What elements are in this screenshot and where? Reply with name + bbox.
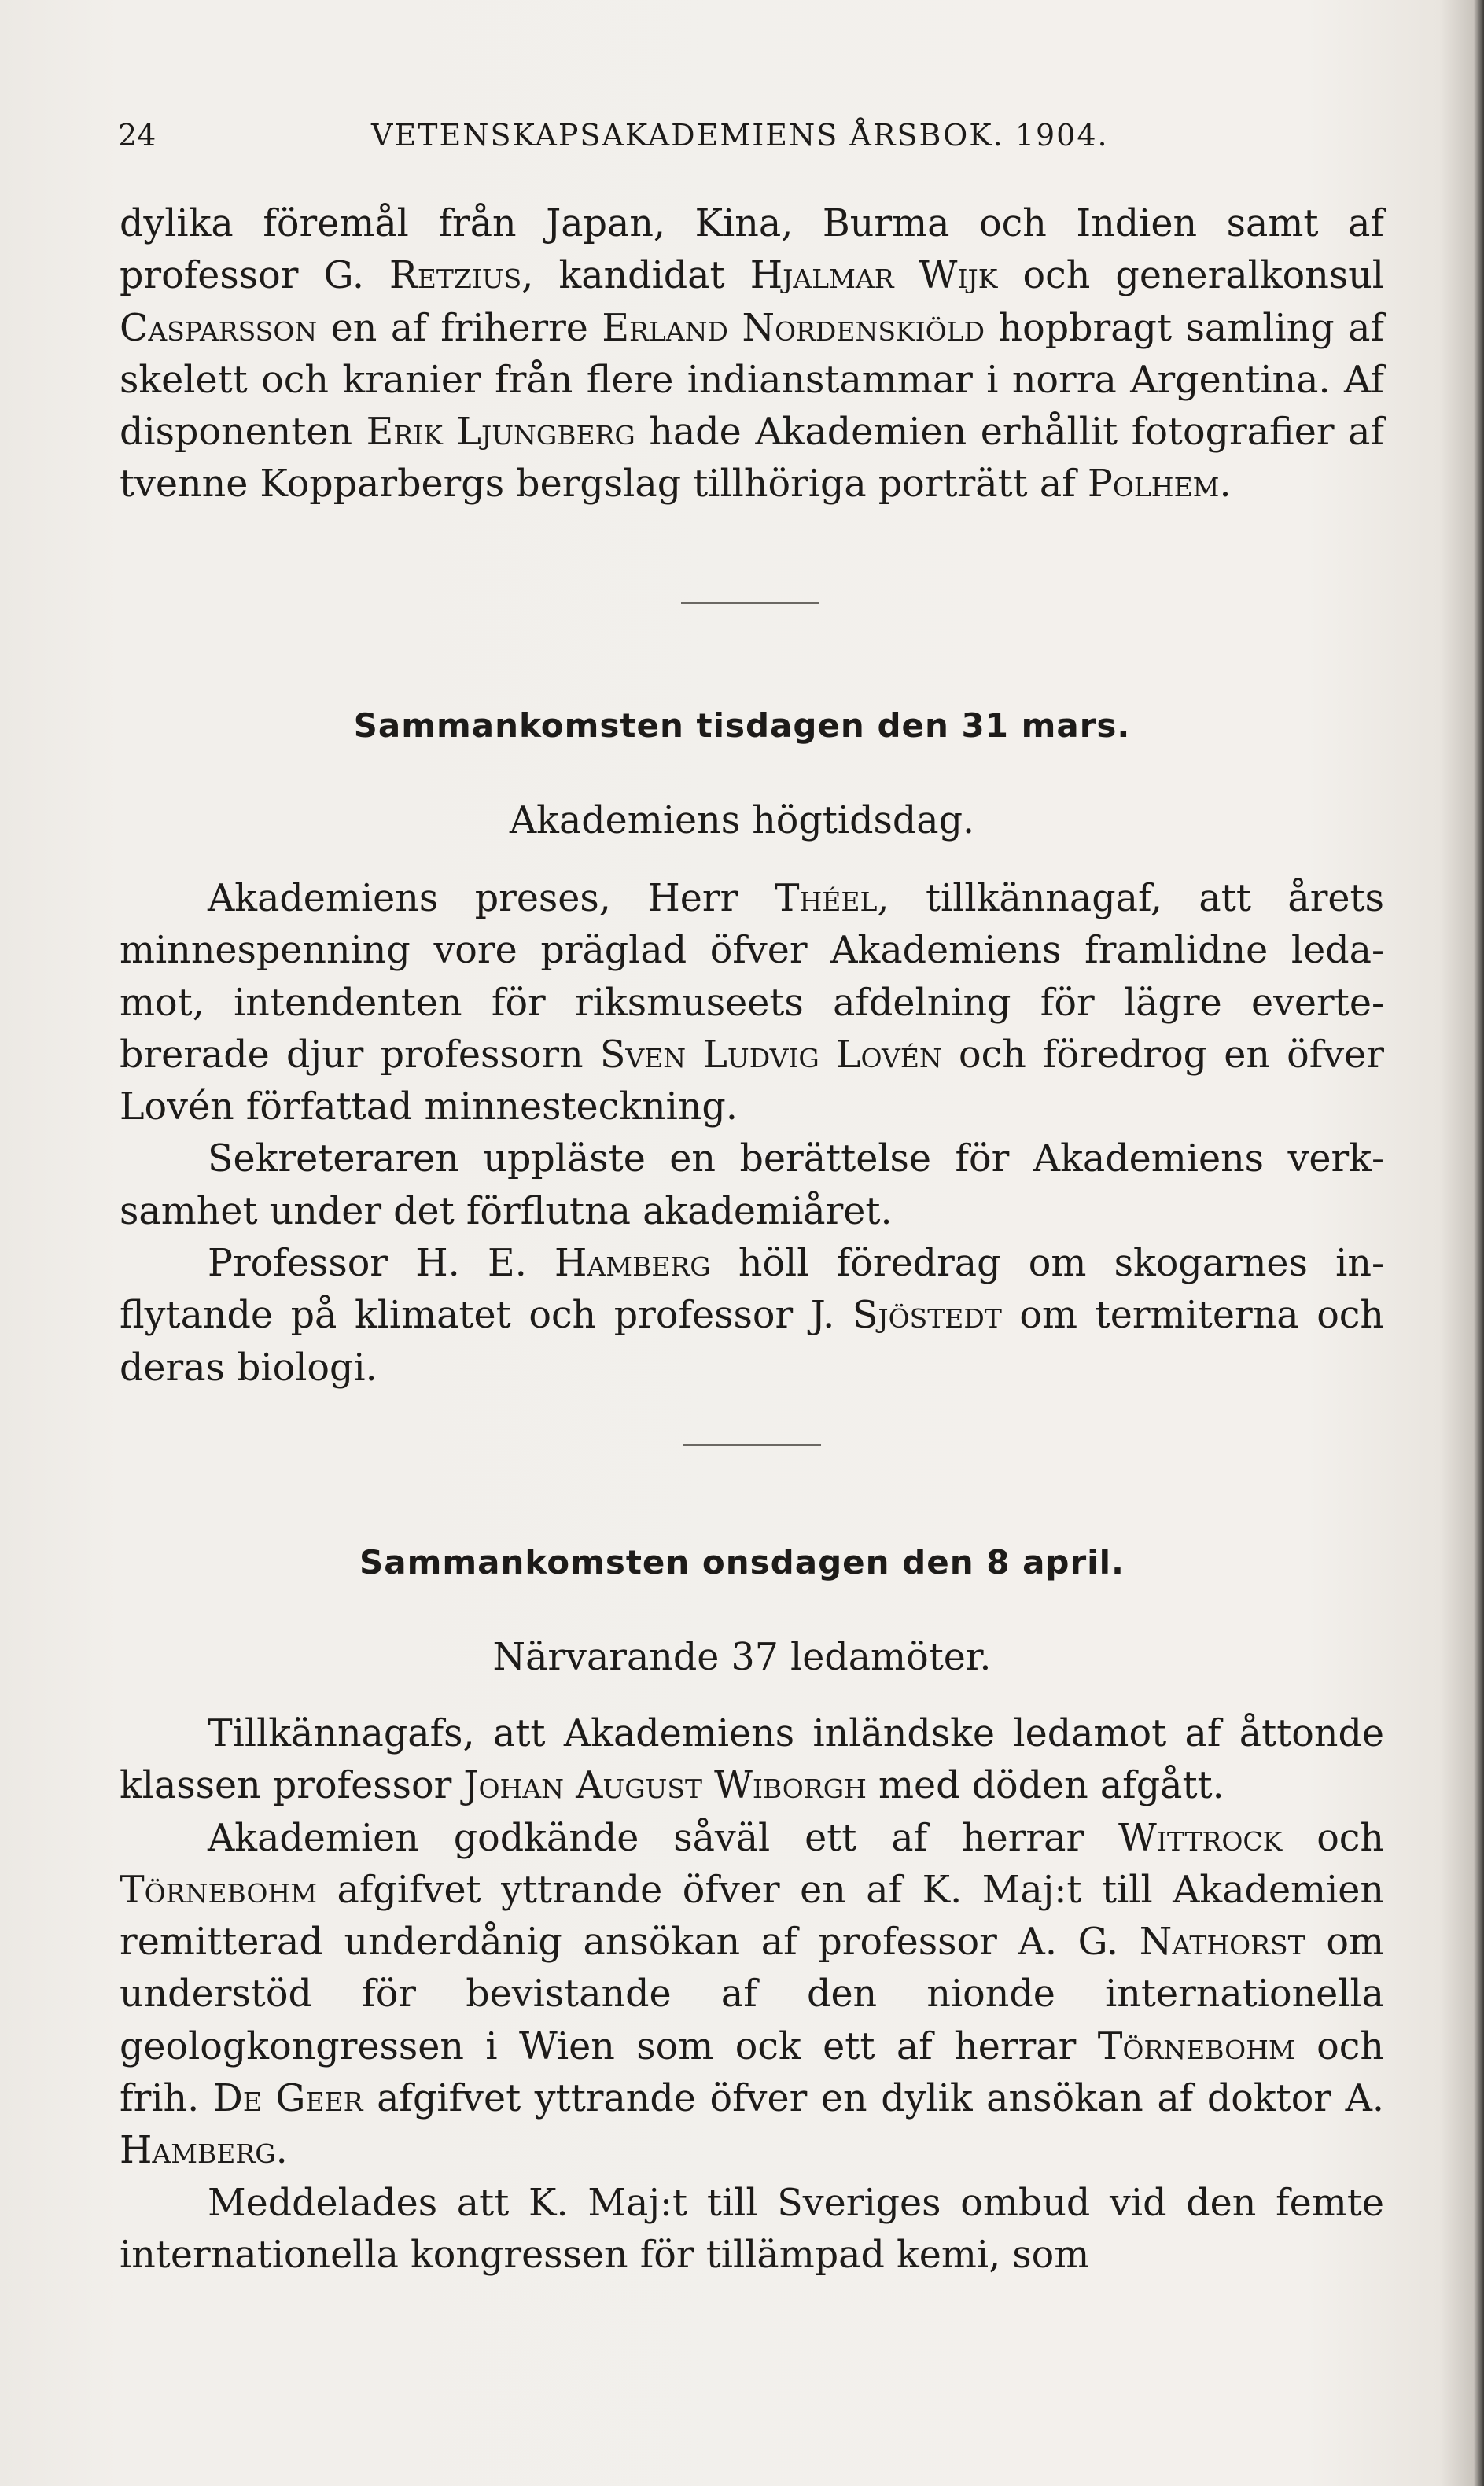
section-divider [681,602,819,604]
page-number: 24 [118,118,157,153]
meeting-1-text [120,873,1384,1394]
meeting-2-text [120,1708,1384,2282]
paragraph: Meddelades att K. Maj:t till Sveriges ombud vid den femte internationella kongressen för tillämpad kemi, som [120,2181,1384,2277]
meeting-subtitle: Närvarande 37 ledamöter. [492,1636,992,1679]
meeting-heading-8-april: Sammankomsten onsdagen den 8 april. [359,1543,1125,1582]
paragraph: Professor H. E. Hamberg höll föredrag om skogarnes inflytande på klimatet och professor J. Sjöstedt om termiterna och deras biologi. [120,1242,1384,1390]
running-title: VETENSKAPSAKADEMIENS ÅRSBOK. 1904. [371,118,1109,153]
paragraph: Sekreteraren uppläste en berättelse för Akademiens verksamhet under det förflutna akademiåret. [120,1137,1384,1233]
meeting-subtitle: Akademiens högtidsdag. [509,799,975,842]
section-divider [683,1444,821,1446]
intro-text [120,198,1384,511]
meeting-heading-31-march: Sammankomsten tisdagen den 31 mars. [353,706,1131,745]
paragraph: Tillkännagafs, att Akademiens inländske ledamot af åttonde klassen professor Johan August Wiborgh med döden afgått. [120,1712,1384,1808]
intro-paragraph: dylika föremål från Japan, Kina, Burma och Indien samt af professor G. Retzius, kandidat Hjalmar Wijk och generalkonsul Casparsson en af friherre Erland Nordenskiöld hopbragt samling af skelett och kranier från flere indianstammar i norra Argentina. Af disponenten Erik Ljungberg hade Akademien erhållit fotografier af tvenne Kopparbergs bergslag tillhöriga porträtt af Polhem. [120,202,1385,506]
paragraph: Akademien godkände såväl ett af herrar Wittrock och Törnebohm afgifvet yttrande öfver en af K. Maj:t till Akademien remitterad underdånig ansökan af professor A. G. Nathorst om understöd för bevistande af den nionde internationella geologkongressen i Wien som ock ett af herrar Törnebohm och frih. De Geer afgifvet yttrande öfver en dylik ansökan af doktor A. Hamberg. [120,1816,1384,2173]
paragraph: Akademiens preses, Herr Théel, tillkännagaf, att årets minnespenning vore präglad öfver Akademiens framlidne ledamot, intendenten för riksmuseets afdelning för lägre evertebrerade djur professorn Sven Ludvig Lovén och föredrog en öfver Lovén författad minnesteckning. [120,877,1384,1129]
